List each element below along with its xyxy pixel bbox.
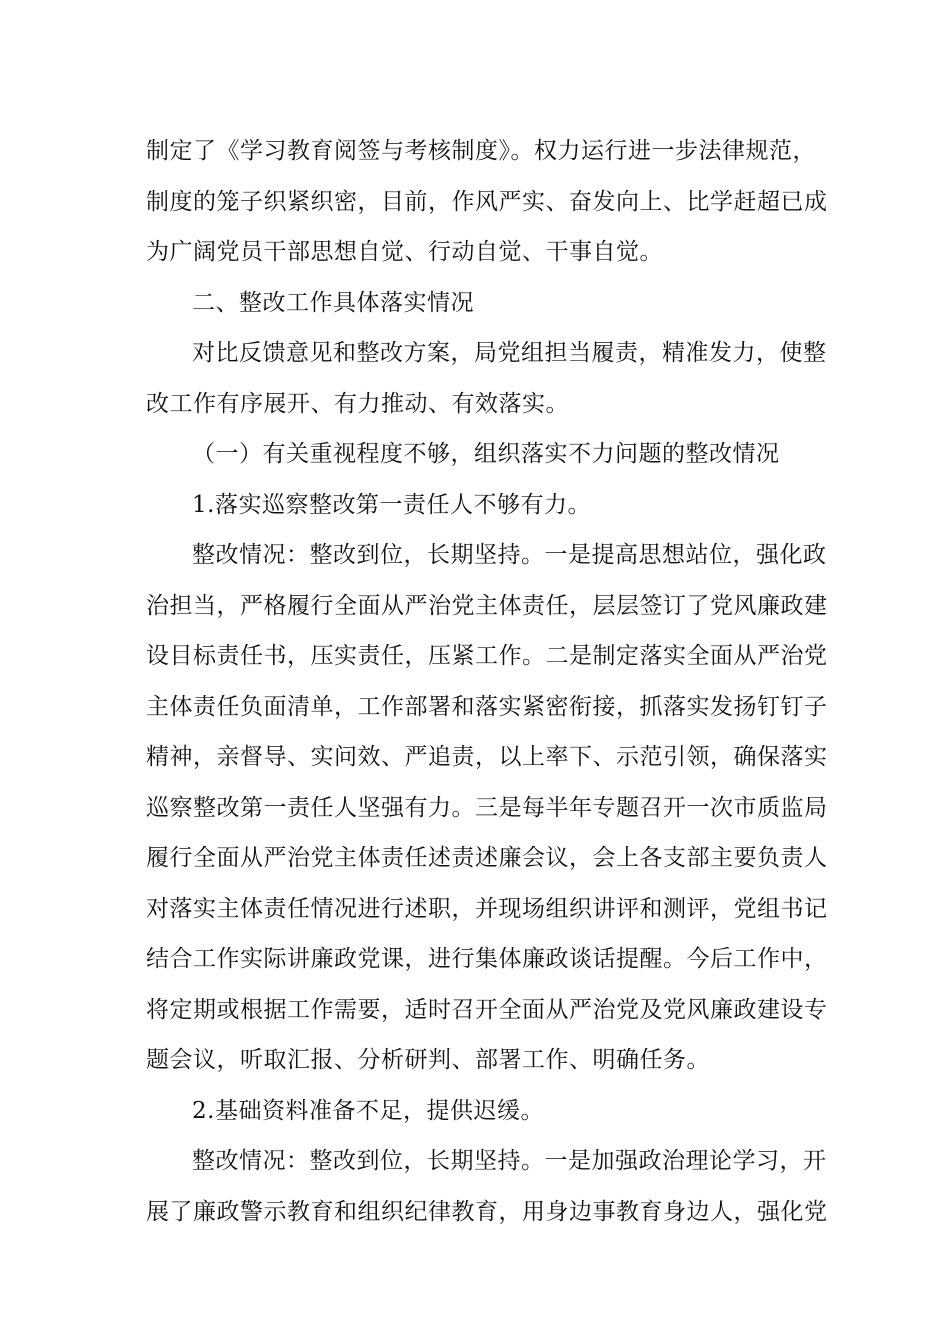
text-line: 2.基础资料准备不足，提供迟缓。 <box>192 1097 544 1124</box>
text-line: 1.落实巡察整改第一责任人不够有力。 <box>192 491 591 518</box>
text-line: 对落实主体责任情况进行述职，并现场组织讲评和测评，党组书记 <box>146 895 828 922</box>
text-line: 将定期或根据工作需要，适时召开全面从严治党及党风廉政建设专 <box>146 996 828 1023</box>
text-line: 展了廉政警示教育和组织纪律教育，用身边事教育身边人，强化党 <box>146 1198 828 1225</box>
text-line: （一）有关重视程度不够，组织落实不力问题的整改情况 <box>192 441 780 467</box>
document-body <box>146 126 828 1237</box>
text-line: 制度的笼子织紧织密，目前，作风严实、奋发向上、比学赶超已成 <box>146 188 828 215</box>
text-line: 对比反馈意见和整改方案，局党组担当履责，精准发力，使整 <box>192 340 827 366</box>
text-line: 制定了《学习教育阅签与考核制度》。权力运行进一步法律规范， <box>146 138 816 164</box>
text-line: 题会议，听取汇报、分析研判、部署工作、明确任务。 <box>146 1047 710 1073</box>
text-line: 履行全面从严治党主体责任述责述廉会议，会上各支部主要负责人 <box>146 845 828 871</box>
text-line: 整改情况：整改到位，长期坚持。一是提高思想站位，强化政 <box>192 542 827 568</box>
text-line: 整改情况：整改到位，长期坚持。一是加强政治理论学习，开 <box>192 1148 827 1174</box>
text-line: 治担当，严格履行全面从严治党主体责任，层层签订了党风廉政建 <box>146 592 828 619</box>
text-line: 改工作有序展开、有力推动、有效落实。 <box>146 390 569 417</box>
text-line: 二、整改工作具体落实情况 <box>192 289 474 316</box>
text-line: 为广阔党员干部思想自觉、行动自觉、干事自觉。 <box>146 239 663 265</box>
text-line: 精神，亲督导、实问效、严追责，以上率下、示范引领，确保落实 <box>146 744 828 770</box>
text-line: 主体责任负面清单，工作部署和落实紧密衔接，抓落实发扬钉钉子 <box>146 693 828 720</box>
text-line: 设目标责任书，压实责任，压紧工作。二是制定落实全面从严治党 <box>146 643 828 669</box>
text-line: 结合工作实际讲廉政党课，进行集体廉政谈话提醒。今后工作中， <box>146 946 828 972</box>
text-line: 巡察整改第一责任人坚强有力。三是每半年专题召开一次市质监局 <box>146 794 828 821</box>
